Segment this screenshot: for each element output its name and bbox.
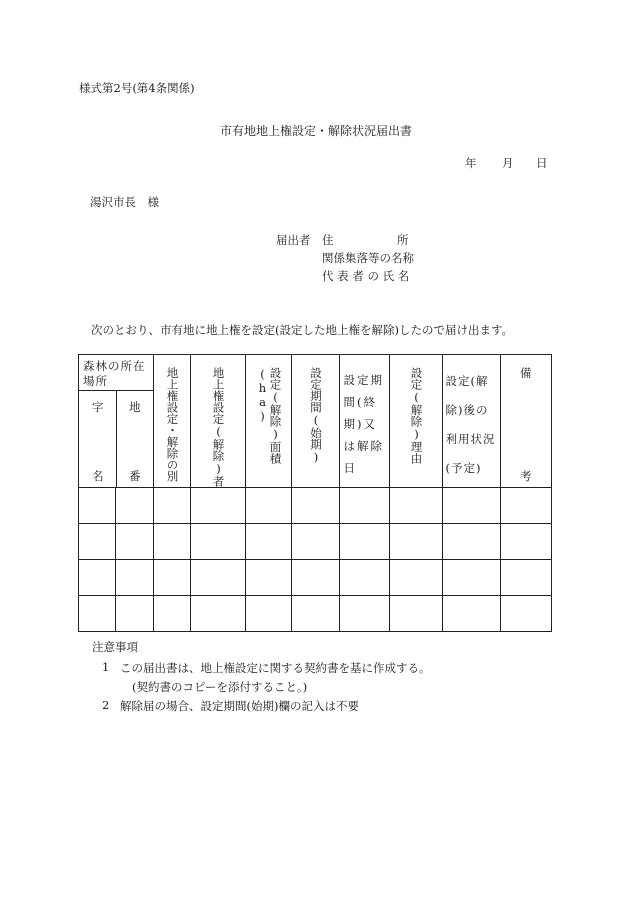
aza-bottom: 名 [92,469,104,483]
table-cell[interactable] [191,596,246,632]
table-cell[interactable] [79,524,116,560]
table-cell[interactable] [246,560,292,596]
remarks-bottom: 考 [520,469,532,483]
applicant-rep-name: 代 表 者 の 氏 名 [322,269,410,283]
date-day: 日 [536,156,548,170]
table-cell[interactable] [443,488,501,524]
intro-text: 次のとおり、市有地に地上権を設定(設定した地上権を解除)したので届け出ます。 [91,323,514,337]
header-end-label: 設定期間(終期)又は解除日 [343,373,384,475]
header-remarks [501,355,552,488]
chiban-top: 地 [129,400,141,414]
table-cell[interactable] [390,524,443,560]
header-reason-label: 設定(解除)理由 [409,367,424,464]
note-2-text: 解除届の場合、設定期間(始期)欄の記入は不要 [120,699,359,713]
table-cell[interactable] [443,524,501,560]
header-end [340,355,390,488]
table-cell[interactable] [116,560,154,596]
header-reason [390,355,443,488]
table-cell[interactable] [246,488,292,524]
location-header-label: 森林の所在場所 [83,359,146,388]
header-type-label: 地上権設定・解除の別 [165,367,180,482]
notes-heading: 注意事項 [92,640,138,654]
aza-top: 字 [92,400,104,414]
table-row [79,524,552,560]
report-table [78,354,552,632]
header-area [246,355,292,488]
table-row [79,488,552,524]
table-cell[interactable] [79,488,116,524]
table-cell[interactable] [501,596,552,632]
date-month: 月 [502,156,514,170]
table-row [79,596,552,632]
table-cell[interactable] [79,560,116,596]
applicant-address: 住 所 [322,233,410,247]
table-cell[interactable] [501,488,552,524]
table-cell[interactable] [390,488,443,524]
header-usage [443,355,501,488]
remarks-top: 備 [520,366,532,380]
table-cell[interactable] [443,596,501,632]
note-1-sub: (契約書のコピーを添付すること。) [132,680,308,694]
addressee: 湯沢市長 様 [90,195,159,209]
table-cell[interactable] [340,560,390,596]
table-cell[interactable] [340,524,390,560]
header-holder-label: 地上権設定(解除)者 [211,367,226,487]
header-type [154,355,191,488]
table-cell[interactable] [191,488,246,524]
table-cell[interactable] [501,524,552,560]
table-cell[interactable] [191,524,246,560]
table-cell[interactable] [116,488,154,524]
table-cell[interactable] [154,524,191,560]
chiban-bottom: 番 [129,469,141,483]
header-usage-label: 設定(解除)後の利用状況(予定) [445,374,496,475]
table-cell[interactable] [292,560,340,596]
table-cell[interactable] [116,596,154,632]
header-start [292,355,340,488]
table-cell[interactable] [154,488,191,524]
note-1-number: 1 [102,660,110,674]
table-cell[interactable] [292,524,340,560]
table-cell[interactable] [154,596,191,632]
table-cell[interactable] [443,560,501,596]
table-cell[interactable] [246,596,292,632]
table-cell[interactable] [116,524,154,560]
table-row [79,560,552,596]
note-1-text: この届出書は、地上権設定に関する契約書を基に作成する。 [120,661,431,675]
table-cell[interactable] [340,596,390,632]
applicant-label: 届出者 [276,233,311,247]
form-number: 様式第2号(第4条関係) [79,81,195,95]
table-cell[interactable] [340,488,390,524]
location-header [79,355,154,488]
header-start-label: 設定期間(始期) [309,367,323,464]
table-cell[interactable] [390,560,443,596]
page-title: 市有地地上権設定・解除状況届出書 [220,124,413,138]
table-cell[interactable] [191,560,246,596]
table-header-row [79,355,552,488]
table-cell[interactable] [292,596,340,632]
table-cell[interactable] [501,560,552,596]
applicant-org-name: 関係集落等の名称 [322,251,414,265]
table-cell[interactable] [390,596,443,632]
table-cell[interactable] [292,488,340,524]
date-year: 年 [465,156,477,170]
table-cell[interactable] [79,596,116,632]
table-cell[interactable] [246,524,292,560]
header-holder [191,355,246,488]
table-cell[interactable] [154,560,191,596]
header-area-label: 設定(解除)面積(ha) [255,367,283,464]
note-2-number: 2 [102,698,110,712]
